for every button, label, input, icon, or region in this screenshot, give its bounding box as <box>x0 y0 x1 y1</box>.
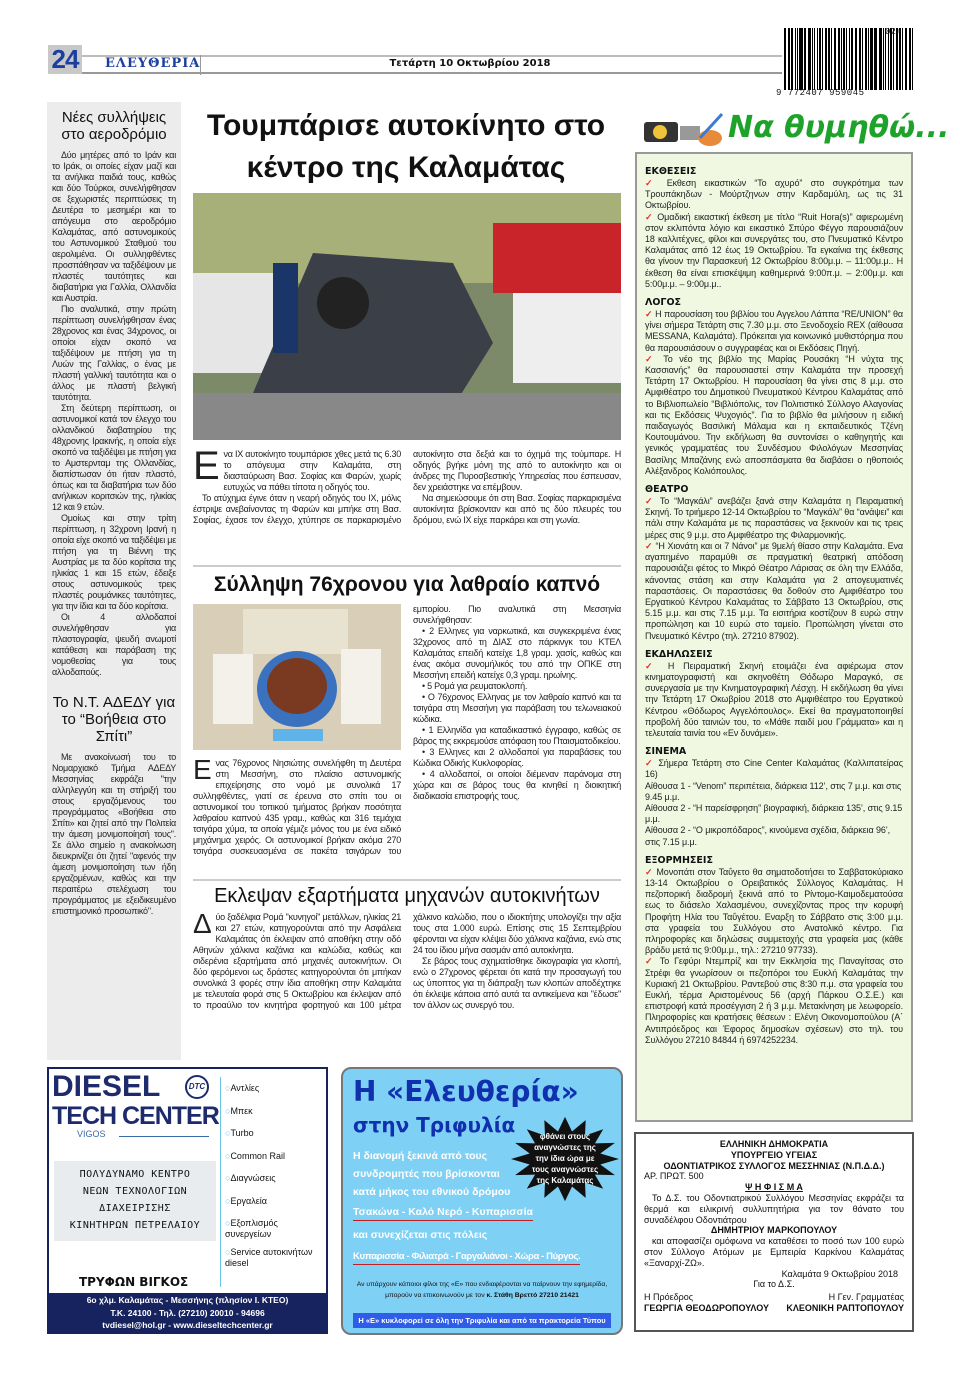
barcode-bar <box>808 28 809 90</box>
drop-cap: Δ <box>193 908 212 939</box>
barcode-bar <box>899 28 901 90</box>
notices-box <box>635 152 913 1122</box>
ad-contact: Αν υπάρχουν κάποιοι φίλοι της «Ε» που ενδιαφέρονται να παίρνουν την εφημερίδα, μπορούν να επικοινωνούν με τον κ. Στάθη Βρεττό 27210 21421 <box>356 1281 608 1299</box>
paragraph: Στη δεύτερη περίπτωση, οι αστυνομικοί κατά τον έλεγχο του ολλανδικού διαβατηρίου της 48χρονης Ιρακινής, η οποία είχε σκοπό να ταξιδέψει με πτήση για το Αμστερνταμ της Ολλανδίας, διαπίστωσαν ότι ήταν πλαστό, όπως και τα διαβατήρια των δύο ανήλικων κοριτσιών της, ηλικίας 12 και 9 ετών. <box>52 403 176 512</box>
ad-diesel-tech-center[interactable] <box>47 1067 328 1334</box>
check-icon: ✓ <box>645 496 656 507</box>
barcode-bar <box>809 28 810 90</box>
bullet-circle-icon: ○ <box>225 1150 231 1161</box>
photo-seized-tobacco <box>193 604 401 750</box>
barcode-number: 9 772407 959045 <box>776 88 865 98</box>
barcode-bar <box>812 28 813 90</box>
barcode-bar <box>912 28 913 90</box>
notice-item: ✓ Το “Μαγκάλι” ανεβάζει ξανά στην Καλαμάτα η Πειραματική Σκηνή. Το τριήμερο 12-14 Οκτωβρίου το “Μαγκάλι” θα “ανάψει” και πάλι στην Καλαμάτα με τις παραστάσεις να ξεκινούν και τις τρεις μέρες στις 9 μ.μ. στο Αμφιθέατρο της Φιλαρμονικής. <box>645 496 904 540</box>
paragraph: Το ατύχημα έγινε όταν η νεαρή οδηγός του ΙΧ, μόλις έστριψε ανεβαίνοντας τη Φαρών και μπήκε στη Βασ. Σοφίας, έχασε τον έλεγχο, χτύπησε σε παρκαρισμένο αυτοκίνητο στα δεξιά και το όχημά της τούμπαρε. Η οδηγός βγήκε μόνη της από το αυτοκίνητο και οι άνδρες της Πυροσβεστικής Υπηρεσίας που έσπευσαν, δεν χρειάστηκε να επέμβουν. <box>193 449 621 525</box>
barcode-bar <box>851 28 852 90</box>
signatory-name: ΓΕΩΡΓΙΑ ΘΕΟΔΩΡΟΠΟΥΛΟΥ <box>644 1302 769 1313</box>
ad-sub: VIGOS <box>77 1129 106 1139</box>
article-headline: Εκλεψαν εξαρτήματα μηχανών αυτοκινήτων <box>214 885 600 907</box>
paragraph: να ΙΧ αυτοκίνητο τουμπάρισε χθες μετά τις 6.30 το απόγευμα στην Καλαμάτα, στη διασταύρωση Βασ. Σοφίας και Φαρών, χωρίς ευτυχώς να πάθει τίποτα η οδηγός του. <box>223 449 401 492</box>
barcode-bar <box>902 28 903 90</box>
photo-overturned-car <box>193 193 621 440</box>
paragraph: και αποφασίζει ομόφωνα να καταθέσει το ποσό των 100 ευρώ στον Σύλλογο Ατόμων με Εμπειρία Καρκίνου Καλαμάτας «Ξαναρχί-ΖΩ». <box>644 1236 904 1268</box>
timeline-line <box>220 1077 221 1287</box>
cinema-screening: Αίθουσα 2 - “Η παρείσφρηση” βιογραφική, διάρκεια 135’, στις 9.15 μ.μ. <box>645 802 903 825</box>
barcode-bar <box>804 28 806 90</box>
barcode-bar <box>905 28 906 90</box>
article-body <box>52 150 176 678</box>
barcode-bar <box>893 28 894 90</box>
ad-route: Τσακώνα - Καλό Νερό - Κυπαρισσία <box>353 1206 533 1221</box>
protocol-number: ΑΡ. ΠΡΩΤ. 500 <box>644 1171 704 1182</box>
barcode-bar <box>862 28 863 90</box>
signatory-role: Η Γεν. Γραμματέας <box>828 1292 904 1303</box>
barcode-bar <box>831 28 832 90</box>
barcode-bar <box>828 28 830 90</box>
bullet-circle-icon: ○ <box>225 1195 231 1206</box>
dtc-badge-icon: DTC <box>185 1075 209 1099</box>
barcode-bar <box>883 28 884 90</box>
cinema-screening: Αίθουσα 2 - “Ο μικροπόδαρος”, κινούμενα σχέδια, διάρκεια 96’, στις 7.15 μ.μ. <box>645 825 891 847</box>
notice-item: ✓ Μονοπάτι στον Ταΰγετο θα σηματοδοτήσει το Σαββατοκύριακο 13-14 Οκτωβρίου ο Ορειβατικός Σύλλογος Καλαμάτας. Η πεζοπορική διαδρομή ξεκινά από το Ρίντομο-Καιμοδεματούσα εως το διάσελο Χαλασμένου, συνεχίζοντας προς την κορυφή Προφήτη Ηλία του Ταΰγέτου. Εναρξη το Σάββατο στις 3:00 μ.μ. στα γραφεία του Συλλόγου στο Ανατολικό κέντρο. Για πληροφορίες και δηλώσεις συμμετοχής στα γραφεία μας (κάθε βράδυ μετά τις 9:00μ.μ., τηλ.: 27210 97733). <box>645 866 903 956</box>
paragraph: Σε βάρος τους σχηματίσθηκε δικογραφία για κλοπή, ενώ ο 27χρονος φέρεται ότι κατά την προσαγωγή του ως ύποπτος για τη διάπραξη των κλοπών αποδέχτηκε ότι έκλεψε κάποια από αυτά τα αντικείμενα και "έδωσε" τον άλλον ως συνεργό του. <box>413 956 621 1010</box>
list-item: • 1 Ελληνίδα για καταδικαστικό έγγραφο, καθώς σε βάρος της εκκρεμούσε απόφαση του Πταισματοδικείου. <box>413 725 621 746</box>
list-item: • 2 Ελληνες για ναρκωτικά, και συγκεκριμένα ένας 32χρονος από τη ΔΙΑΣ στο πάρκινγκ του ΚΤΕΛ Καλαμάτας επειδή κατείχε 1,8 γραμ. χασίς, καθώς και ένας ακόμα συνομήλικός του από την ΟΠΚΕ στη Μεσσήνη επειδή κατείχε 0,3 γραμ. ηρωίνης. <box>413 626 621 680</box>
check-icon: ✓ <box>645 866 654 877</box>
signatory-name: ΚΛΕΟΝΙΚΗ ΡΑΠΤΟΠΟΥΛΟΥ <box>786 1302 904 1313</box>
paragraph: Δύο μητέρες από το Ιράν και το Ιράκ, οι οποίες είχαν μαζί και τα ανήλικα παιδιά τους, καθώς και δύο Τούρκοι, συνελήφθησαν σε ξεχωριστές περιπτώσεις τη Δευτέρα το μεσημέρι και το απόγευμα στο αεροδρόμιο Καλαμάτας, από αστυνομικούς του Αστυνομικού Σταθμού του αερολιμένα. Οι συλληφθέντες προσπάθησαν να ταξιδέψουν με πλαστές ταυτότητες και διαβατήρια για Γαλλία, Ολλανδία και Αυστρία. <box>52 150 176 303</box>
notice-line: ΟΔΟΝΤΙΑΤΡΙΚΟΣ ΣΥΛΛΟΓΟΣ ΜΕΣΣΗΝΙΑΣ (Ν.Π.Δ.Δ.) <box>663 1160 885 1171</box>
check-icon: ✓ <box>645 353 657 364</box>
divider <box>119 1136 209 1137</box>
ad-text: Η διανομή ξεκινά από τους συνδρομητές που βρίσκονται κατά μήκος του εθνικού δρόμου <box>353 1150 511 1198</box>
article-title: Νέες συλλήψεις στο αεροδρόμιο <box>61 109 167 143</box>
barcode-bar <box>841 28 842 90</box>
notice-section-heading: ΣΙΝΕΜΑ <box>645 746 687 758</box>
ad-eleftheria-trifylia[interactable] <box>341 1067 623 1335</box>
list-item: • 4 αλλοδαποί, οι οποίοι διέμεναν παράνομα στη χώρα και σε βάρος τους θα κινηθεί η διοικητική διαδικασία επιστροφής τους. <box>413 769 621 801</box>
notice-section-heading: ΛΟΓΟΣ <box>645 297 682 309</box>
ad-brand: DIESEL <box>52 1070 161 1103</box>
issue-date: Τετάρτη 10 Οκτωβρίου 2018 <box>389 58 551 69</box>
list-item: • Ο 76χρονος Ελληνας με τον λαθραίο καπνό και τα τσιγάρα στη Μεσσήνη για παράβαση του τελωνειακού κώδικα. <box>413 692 621 724</box>
paragraph: Το Δ.Σ. του Οδοντιατρικού Συλλόγου Μεσσηνίας εκφράζει τα θερμά και ειλικρινή συλλυπητήρια για τον θάνατο του συναδέλφου Οδοντιάτρου <box>644 1192 904 1225</box>
ad-subtitle: στην Τριφυλία <box>353 1113 516 1137</box>
bullet-circle-icon: ○ <box>225 1218 231 1228</box>
barcode-bar <box>843 28 845 90</box>
divider <box>200 55 201 75</box>
ad-text: και συνεχίζεται στις πόλεις <box>353 1229 488 1241</box>
barcode-bar <box>825 28 826 90</box>
service-item: ○Service αυτοκινήτων diesel <box>225 1247 313 1268</box>
barcode-bar <box>799 28 800 90</box>
barcode-bar <box>879 28 880 90</box>
barcode <box>784 28 914 90</box>
ad-owner: ΤΡΥΦΩΝ ΒΙΓΚΟΣ <box>79 1275 189 1289</box>
bullet-circle-icon: ○ <box>225 1083 231 1093</box>
notices-title: Να θυμηθώ... <box>728 110 950 145</box>
paragraph: νας 76χρονος Νησιώτης συνελήφθη τη Δευτέρα στη Μεσσήνη, στο πλαίσιο αστυνομικής επιχείρησης στο νομό με συνολικά 17 συλληφθέντες, γιατί σε έρευνα στο σπίτι του οι αστυνομικοί του τοπικού τμήματος βρήκαν ποσότητα λαθραίου καπνού 435 γραμ., καθώς και 316 τεμάχια τσιγάρα χύμα, τα οποία γέμιζε μόνος του με ένα ειδικό μηχάνημα χειρός. Οι αστυνομικοί βρήκαν ακόμα 270 τσιγάρα συσκευασμένα σε πακέτα τσιγάρων του εμπορίου. Πιο αναλυτικά στη Μεσσηνία συνελήφθησαν: <box>193 604 621 856</box>
barcode-code: 02> <box>885 27 902 37</box>
article-body <box>193 444 621 526</box>
notice-item: ✓ Η παρουσίαση του βιβλίου του Αγγελου Λάππα “RE/UNION” θα γίνει σήμερα Τετάρτη στις 7.30 μ.μ. στο Ξενοδοχείο REX (αίθουσα MESSANA, Καλαμάτα). Πρόκειται για κοινωνικό μυθιστόρημα που θα παρουσιάσουν ο συγγραφέας και οι Εκδόσεις Πηγή. <box>645 309 903 353</box>
paragraph: Οι 4 αλλοδαποί συνελήφθησαν για πλαστογραφία, ψευδή ανωμοτί κατάθεση και παράβαση της νομοθεσίας για τους αλλοδαπούς. <box>52 612 176 677</box>
paragraph: Ομοίως και στην τρίτη περίπτωση, η 32χρονη Ιρανή η οποία είχε σκοπό να ταξιδέψει με πτήση για τη Βιέννη της Αυστρίας με τα δύο κορίτσια της ηλικίας 1 και 15 ετών, έδειξε στους αστυνομικούς τρεις πλαστές ρουμάνικες ταυτότητες, για την ίδια και τα δύο κορίτσια. <box>52 513 176 611</box>
bullet-circle-icon: ○ <box>225 1105 231 1116</box>
article-headline: Σύλληψη 76χρονου για λαθραίο καπνό <box>213 573 601 596</box>
list-item: • 5 Ρομά για ρευματοκλοπή. <box>422 681 528 691</box>
cinema-screening: Αίθουσα 1 - “Venom” περιπέτεια, διάρκεια 112’, στις 7 μ.μ. και στις 9.45 μ.μ. <box>645 780 902 802</box>
divider <box>193 879 621 881</box>
barcode-bar <box>795 28 796 90</box>
deceased-name: ΔΗΜΗΤΡΙΟΥ ΜΑΡΚΟΠΟΥΛΟΥ <box>710 1225 838 1236</box>
barcode-bar <box>855 28 857 90</box>
barcode-bar <box>791 28 792 90</box>
car-photo-illustration <box>193 193 621 440</box>
barcode-bar <box>822 28 823 90</box>
article-body <box>193 908 621 1011</box>
ad-route: Κυπαρισσία - Φιλιατρά - Γαργαλιάνοι - Χώρα - Πύργος. <box>353 1251 580 1265</box>
list-item: • 3 Ελληνες και 2 αλλοδαποί για παραβάσεις του Κώδικα Οδικής Κυκλοφορίας. <box>413 747 621 768</box>
service-item: ○Διαγνώσεις <box>225 1173 276 1183</box>
check-icon: ✓ <box>645 178 659 188</box>
notice-line: Για το Δ.Σ. <box>753 1279 795 1290</box>
article-body <box>52 752 176 917</box>
barcode-bar <box>870 28 871 90</box>
ad-footer: Η «Ε» κυκλοφορεί σε όλη την Τριφυλία και από τα πρακτορεία Τύπου <box>353 1313 611 1328</box>
check-icon: ✓ <box>645 660 659 671</box>
paragraph: Πιο αναλυτικά, στην πρώτη περίπτωση συνελήφθησαν ένας 28χρονος και ένας 34χρονος, οι οποίοι είχαν σκοπό να ταξιδέψουν με πτήση για τη Λυών της Γαλλίας, ο ένας με πλαστή γαλλική ταυτότητα και ο άλλος με πλαστή βελγική ταυτότητα. <box>52 304 176 402</box>
barcode-bar <box>868 28 869 90</box>
place-date: Καλαμάτα 9 Οκτωβρίου 2018 <box>781 1268 898 1279</box>
paragraph: Με ανακοίνωσή του το Νομαρχιακό Τμήμα ΑΔΕΔΥ Μεσσηνίας εκφράζει "την αλληλεγγύη και τη στήριξή του στους εργαζόμενους του προγράμματος «Βοήθεια στο Σπίτι» και ζητεί από την Πολιτεία την άμεση μονιμοποίησή τους". Σε άλλο σημείο η ανακοίνωση διευκρινίζει ότι ζητεί "αφενός την άμεση μονιμοποίηση των ήδη εργαζομένων, καθώς και την περαιτέρω στελέχωση του προγράμματος με εξειδικευμένο επιστημονικό προσωπικό". <box>52 752 176 916</box>
check-icon: ✓ <box>645 956 655 967</box>
notice-line: ΥΠΟΥΡΓΕΙΟ ΥΓΕΙΑΣ <box>730 1149 818 1160</box>
check-icon: ✓ <box>645 211 654 222</box>
burst-text: φθάνει στους αναγνώστες της την ίδια ώρα με τους αναγνώστες της Καλαμάτας <box>531 1132 599 1185</box>
check-icon: ✓ <box>645 540 653 551</box>
drop-cap: Ε <box>193 754 212 785</box>
barcode-bar <box>871 28 873 90</box>
barcode-bar <box>788 28 790 90</box>
masthead-logo: ΕΛΕΥΘΕΡΙΑ <box>105 56 201 71</box>
barcode-bar <box>859 28 861 90</box>
barcode-bar <box>834 28 835 90</box>
notice-item: ✓ “Η Χιονάτη και οι 7 Νάνοι” με 9μελή θίασο στην Καλαμάτα. Ενα αγαπημένο παραμύθι σε πραγματική θεατρική απόδοση παρουσιάζει φέτος το Μικρό Θέατρο Λάρισας σε όλη την Ελλάδα, κάνοντας στάση και στην Καλαμάτα για 2 απογευματινές παραστάσεις. Οι παραστάσεις θα δοθούν στο Αμφιθέατρο του Εργατικού Κέντρου Καλαμάτας το Σάββατο 13 Οκτωβρίου, στις 5.15 μ.μ. και στις 7.15 μ.μ. Τα εισιτήρια κοστίζουν 8 ευρώ στην προπώληση και 10 ευρώ στο ταμείο. Προπώληση γίνεται στο Πνευματικό Κέντρο (τηλ. 27210 87902). <box>645 540 903 641</box>
check-icon: ✓ <box>645 309 653 320</box>
drop-cap: Ε <box>193 444 220 488</box>
paragraph: ύο ξαδέλφια Ρομά "κυνηγοί" μετάλλων, ηλικίας 21 και 27 ετών, κατηγορούνται από την Ασφάλεια Καλαμάτας ότι έκλεψαν από αποθήκη στην οδό Αθηνών χάλκινα καζάνια και καλώδια, καθώς και σιδερένια εξαρτήματα από μηχανές αυτοκινήτων. Οι δύο φερόμενοι ως δράστες κατηγορούνται ότι μπήκαν συνολικά 3 φορές στην ίδια αποθήκη στην Καλαμάτα με τελευταία φορά στις 5 Οκτωβρίου και έκλεψαν από το προαύλιο τον κινητήρα φορτηγού και 100 μέτρα χάλκινο καλώδιο, που ο ιδιοκτήτης υπολογίζει την αξία τους στα 1.000 ευρώ. Επίσης στις 15 Σεπτεμβρίου φέρονται να είχαν κλέψει δύο χάλκινα καζάνια, ενώ στις 24 του ίδιου μήνα σασμάν από αυτοκίνητα. <box>193 912 621 1010</box>
starburst-badge <box>511 1117 619 1201</box>
ad-title: Η «Ελευθερία» <box>353 1075 579 1108</box>
barcode-bar <box>797 28 798 90</box>
paragraph: Να σημειώσουμε ότι στη Βασ. Σοφίας παρκαρισμένα αυτοκίνητα βρίσκονταν και από τις δύο πλευρές του δρόμου, ενώ ΙΧ είχε παρκάρει και στη γωνία. <box>413 493 621 525</box>
divider <box>193 565 621 567</box>
notice-section-heading: ΕΚΔΗΛΩΣΕΙΣ <box>645 648 713 660</box>
notice-line: ΕΛΛΗΝΙΚΗ ΔΗΜΟΚΡΑΤΙΑ <box>719 1139 829 1149</box>
notice-section-heading: ΕΚΘΕΣΕΙΣ <box>645 166 697 177</box>
barcode-bar <box>814 28 815 90</box>
service-item: ○Μπεκ <box>225 1105 253 1116</box>
main-headline: Τουμπάρισε αυτοκίνητο στο κέντρο της Καλαμάτας <box>206 109 606 184</box>
notice-item: ✓ Το Γεφύρι Ντεμπρίζ και την Εκκλησία της Παναγίτσας στο Στρέφι θα γνωρίσουν οι πεζοπόροι του Ευκλή Καλαμάτας την Κυριακή 21 Οκτωβρίου. Ραντεβού στις 8:30 π.μ. στα γραφεία του Ευκλή, τέρμα Αριστομένους 56 (αρχή Πάρκου Ο.Σ.Ε.) και επιστροφή κατά προσέγγιση 2 ή 3 μ.μ. Μετακίνηση με λεωφορείο. Πληροφορίες και κρατήσεις θέσεων : Ελένη Οικονομοπούλου (Α΄ Αντιπρόεδρος και Έφορος δημοσίων σχέσεων) στο τηλ. του Συλλόγου 27210 84844 ή 6974252234. <box>645 956 903 1045</box>
ad-brand: TECH CENTER <box>52 1102 219 1130</box>
barcode-bar <box>896 28 897 90</box>
page-number: 24 <box>48 45 82 74</box>
left-sidebar-news <box>47 102 181 1060</box>
barcode-bar <box>874 28 876 90</box>
bullet-circle-icon: ○ <box>225 1128 231 1138</box>
barcode-bar <box>865 28 866 90</box>
notice-item: ✓ Σήμερα Τετάρτη στο Cine Center Καλαμάτας (Καλλιπατείρας 16) <box>645 758 903 780</box>
barcode-bar <box>800 28 802 90</box>
barcode-bar <box>880 28 881 90</box>
service-item: ○Αντλίες <box>225 1083 260 1093</box>
barcode-bar <box>817 28 818 90</box>
notice-item: ✓ Εκθεση εικαστικών “Το αχυρό” στο συγκρότημα των Τρουπάκηδων - Μούρτζηνων στην Καρδαμύλη, ως τις 31 Οκτωβρίου. <box>645 178 903 211</box>
tobacco-photo-illustration <box>193 604 401 750</box>
notice-section-heading: ΕΞΟΡΜΗΣΕΙΣ <box>645 854 713 866</box>
service-item: ○Εργαλεία <box>225 1195 267 1206</box>
notice-item: ✓ Η Πειραματική Σκηνή ετοιμάζει ένα αφιέρωμα στον κινηματογραφιστή και σκηνοθέτη Θόδωρο Μαραγκό, σε συνεργασία με την Κινηματογραφική Λέσχη. Η εκδήλωση θα γίνει την Τετάρτη 17 Οκωβρίου 2018 στο Αμφιθέατρο του Εργατικού Κέντρου «Θόδωρος Αγγελόπουλος». Εκεί θα πραγματοποιηθεί προβολή δύο ταινιών του, το «Μάθε παιδί μου Γράμματα» και η τελευταία ταινία του «Εν δυνάμει». <box>645 660 903 738</box>
barcode-bar <box>849 28 850 90</box>
notice-item: ✓ Το νέο της βιβλίο της Μαρίας Ρουσάκη “Η νύχτα της Κασσιανής” θα παρουσιαστεί στην Καλαμάτα την προσεχή Τετάρτη 17 Οκτωβρίου. Η παρουσίαση θα γίνει στις 8 μ.μ. στο Αμφιθέατρο του Δημοτικού Πνευματικού Κέντρου Καλαμάτας από το Βιβλιοπωλείο “Βιβλιόπολις, τον Πολιτιστικό Σύλλογο Αλαγονίας και τις Εκδόσεις Ψυχογιός”. Για το βιβλίο θα μιλήσουν η ειδική παιδαγωγός Βασιλική Μάλαμα και η εκπαιδευτικός Τζένη Κουτουμάνου. Την εκδήλωση θα συντονίσει ο καθηγητής και γενικός γραμματέας του Συνδέσμου Φιλολόγων Μεσσηνίας Βασίλης Μπαζάνης ενώ αποσπάσματα θα διαβάσει ο ηθοποιός Αλέξανδρος Κολιόπουλος. <box>645 353 903 476</box>
service-item: ○Εξοπλισμός συνεργείων <box>225 1218 278 1239</box>
article-body <box>193 604 621 876</box>
ad-contact: 6ο χλμ. Καλαμάτας - Μεσσήνης (πλησίον Ι. ΚΤΕΟ) Τ.Κ. 24100 - Τηλ. (27210) 20010 - 94696 tvdiesel@hol.gr - www.dieseltechcenter.gr <box>49 1293 326 1332</box>
barcode-bar <box>909 28 911 90</box>
article-title: Το Ν.Τ. ΑΔΕΔΥ για το “Βοήθεια στο Σπίτι” <box>52 694 176 745</box>
services-list <box>225 1083 325 1276</box>
notice-item: ✓ Ομαδική εικαστική έκθεση με τίτλο “Ruit Hora(s)” αφιερωμένη στον εκλιπόντα λόγιο και εικαστικό Σπύρο Φέγγο παρουσιάζουν 18 καλλιτέχνες, φίλοι και συνεργάτες του, στο Πνευματικό Κέντρο Καλαμάτας από 12 έως 19 Οκτωβρίου. Τα εγκαίνια της έκθεσης θα γίνουν την Παρασκευή 12 Οκτωβρίου 8:00μ.μ. – 11:00μ.μ.. Η έκθεση θα είναι επισκέψιμη καθημερινά 9:00π.μ. – 2:00μ.μ. και 5:00μ.μ. – 9:00μ.μ.. <box>645 211 903 289</box>
bullet-circle-icon: ○ <box>225 1247 231 1257</box>
ad-tagline: ΠΟΛΥΔΥΝΑΜΟ ΚΕΝΤΡΟ ΝΕΩΝ ΤΕΧΝΟΛΟΓΙΩΝ ΔΙΑΧΕΙΡΙΣΗΣ ΚΙΝΗΤΗΡΩΝ ΠΕΤΡΕΛΑΙΟΥ <box>54 1161 216 1241</box>
notice-title: Ψ Η Φ Ι Σ Μ Α <box>745 1182 803 1193</box>
barcode-bar <box>819 28 821 90</box>
barcode-bar <box>838 28 840 90</box>
signatory-role: Η Πρόεδρος <box>644 1292 694 1303</box>
bullet-circle-icon: ○ <box>225 1173 231 1183</box>
check-icon: ✓ <box>645 758 655 769</box>
camera-palette-icon <box>640 108 725 154</box>
barcode-bar <box>885 28 886 90</box>
barcode-bar <box>784 28 786 90</box>
service-item: ○Common Rail <box>225 1150 285 1161</box>
barcode-bar <box>888 28 889 90</box>
notice-section-heading: ΘΕΑΤΡΟ <box>645 484 689 496</box>
service-item: ○Turbo <box>225 1128 254 1138</box>
barcode-bar <box>846 28 847 90</box>
barcode-bar <box>890 28 892 90</box>
ad-resolution-notice <box>634 1132 914 1332</box>
